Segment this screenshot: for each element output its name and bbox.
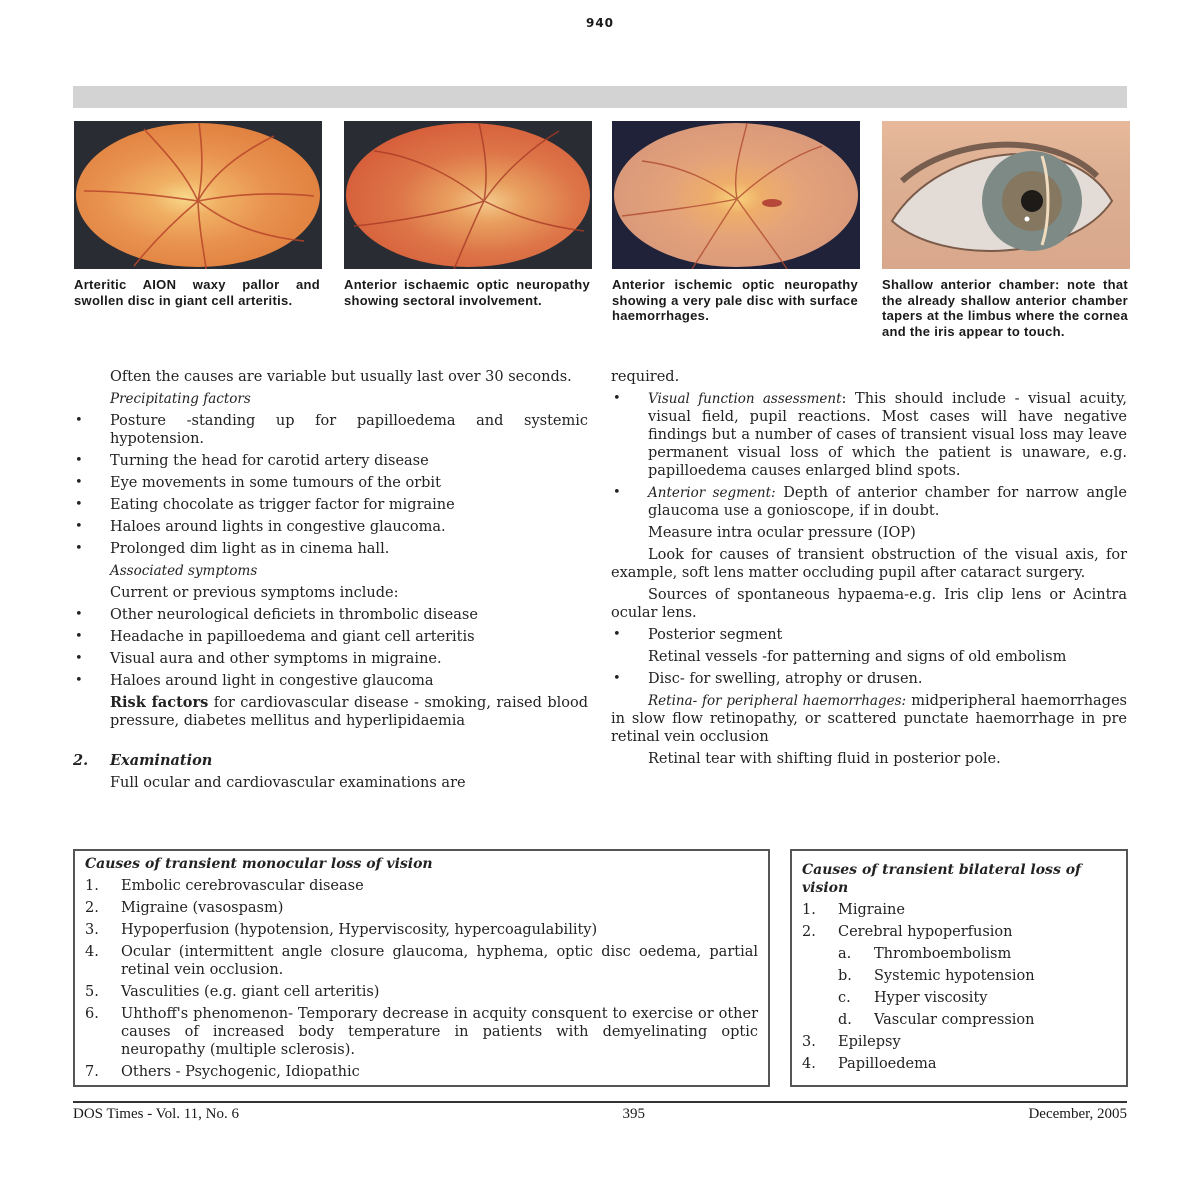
list-item: • Turning the head for carotid artery disease — [73, 452, 588, 470]
retinal-tear-paragraph: Retinal tear with shifting fluid in posterior pole. — [648, 751, 1001, 767]
sub-list-item: b. Systemic hypotension — [838, 968, 1035, 984]
precipitating-heading: Precipitating factors — [110, 391, 251, 407]
risk-factors-label: Risk factors — [110, 694, 209, 711]
list-item: 2. Migraine (vasospasm) — [85, 900, 284, 916]
risk-factors-paragraph — [73, 694, 588, 730]
top-page-number: 940 — [585, 16, 615, 30]
right-column — [611, 368, 1127, 772]
examination-paragraph: Full ocular and cardiovascular examinations are — [110, 775, 466, 791]
retinal-vessels-paragraph: Retinal vessels -for patterning and signs of old embolism — [648, 649, 1067, 665]
list-item: 5. Vasculities (e.g. giant cell arteritis) — [85, 984, 380, 1000]
bilateral-causes-box — [790, 849, 1128, 1087]
posterior-segment-item: • Posterior segment — [611, 626, 1127, 644]
retinal-vessels-icon — [612, 121, 860, 269]
sub-list-item: c. Hyper viscosity — [838, 990, 988, 1006]
box-title: Causes of transient bilateral loss of vision — [802, 862, 1082, 896]
header-bar — [73, 86, 1127, 108]
page-footer — [73, 1106, 1127, 1123]
retinal-vessels-icon — [344, 121, 592, 269]
list-item: 1. Migraine — [802, 902, 905, 918]
list-item: 4. Papilloedema — [802, 1056, 937, 1072]
page-number: 395 — [622, 1106, 645, 1122]
list-item: • Prolonged dim light as in cinema hall. — [73, 540, 588, 558]
figure-caption-4: Shallow anterior chamber: note that the already shallow anterior chamber tapers at the limbus where the cornea and the iris appear to touch. — [882, 277, 1128, 339]
list-item: • Visual aura and other symptoms in migraine. — [73, 650, 588, 668]
sub-list-item: a. Thromboembolism — [838, 946, 1012, 962]
issue-date: December, 2005 — [1028, 1106, 1127, 1122]
list-item: 3. Epilepsy — [802, 1034, 901, 1050]
list-item: 1. Embolic cerebrovascular disease — [85, 878, 364, 894]
anterior-segment-item: • Anterior segment: Depth of anterior chamber for narrow angle glaucoma use a gonioscope, if in doubt. — [611, 484, 1127, 520]
list-item: • Haloes around lights in congestive glaucoma. — [73, 518, 588, 536]
retina-paragraph: Retina- for peripheral haemorrhages: midperipheral haemorrhages in slow flow retinopathy, or scattered punctate haemorrhage in pre retinal vein occlusion — [611, 693, 1127, 745]
figure-eye-photo — [882, 121, 1130, 269]
associated-heading: Associated symptoms — [110, 563, 258, 579]
continued-text: required. — [611, 369, 680, 385]
list-item: • Eye movements in some tumours of the orbit — [73, 474, 588, 492]
list-item: 6. Uhthoff's phenomenon- Temporary decrease in acquity consquent to exercise or other causes of increased body temperature in patients with demyelinating optic neuropathy (multiple sclerosis). — [85, 1006, 758, 1058]
list-item: 4. Ocular (intermittent angle closure glaucoma, hyphema, optic disc oedema, partial retinal vein occlusion. — [85, 944, 758, 978]
risk-factors-text: for cardiovascular disease - smoking, raised blood pressure, diabetes mellitus and hyperlipidaemia — [110, 695, 588, 729]
section-title: Examination — [110, 752, 213, 769]
list-item: 3. Hypoperfusion (hypotension, Hyperviscosity, hypercoagulability) — [85, 922, 598, 938]
list-item: • Haloes around light in congestive glaucoma — [73, 672, 588, 690]
journal-name: DOS Times - Vol. 11, No. 6 — [73, 1106, 240, 1122]
disc-item: • Disc- for swelling, atrophy or drusen. — [611, 670, 1127, 688]
list-item: • Posture -standing up for papilloedema and systemic hypotension. — [73, 412, 588, 448]
retinal-vessels-icon — [74, 121, 322, 269]
visual-function-item: • Visual function assessment: This should include - visual acuity, visual field, pupil reactions. Most cases will have negative findings but a number of cases of transient visual loss may leave permanent visual loss of which the patient is unaware, e.g. papilloedema causes enlarged blind spots. — [611, 390, 1127, 480]
look-for-paragraph: Look for causes of transient obstruction of the visual axis, for example, soft lens matter occluding pupil after cataract surgery. — [611, 547, 1127, 581]
figure-caption-1: Arteritic AION waxy pallor and swollen disc in giant cell arteritis. — [74, 277, 320, 308]
figure-caption-3: Anterior ischemic optic neuropathy showing a very pale disc with surface haemorrhages. — [612, 277, 858, 323]
left-column — [73, 368, 588, 796]
figure-fundus-2 — [344, 121, 592, 269]
intro-paragraph: Often the causes are variable but usually last over 30 seconds. — [110, 369, 572, 385]
sub-list-item: d. Vascular compression — [838, 1012, 1035, 1028]
associated-intro: Current or previous symptoms include: — [110, 585, 399, 601]
box-title: Causes of transient monocular loss of vision — [85, 856, 433, 872]
monocular-causes-box — [73, 849, 770, 1087]
figure-caption-2: Anterior ischaemic optic neuropathy showing sectoral involvement. — [344, 277, 590, 308]
list-item: 7. Others - Psychogenic, Idiopathic — [85, 1064, 360, 1080]
footer-divider — [73, 1101, 1127, 1103]
list-item: • Other neurological deficiets in thrombolic disease — [73, 606, 588, 624]
eye-icon — [882, 121, 1130, 269]
figure-fundus-1 — [74, 121, 322, 269]
list-item: • Headache in papilloedema and giant cell arteritis — [73, 628, 588, 646]
list-item: 2. Cerebral hypoperfusion — [802, 924, 1013, 940]
iop-paragraph: Measure intra ocular pressure (IOP) — [648, 525, 916, 541]
section-number: 2. — [73, 752, 89, 769]
sources-paragraph: Sources of spontaneous hypaema-e.g. Iris clip lens or Acintra ocular lens. — [611, 587, 1127, 621]
figure-fundus-3 — [612, 121, 860, 269]
list-item: • Eating chocolate as trigger factor for migraine — [73, 496, 588, 514]
section-heading — [73, 752, 588, 770]
